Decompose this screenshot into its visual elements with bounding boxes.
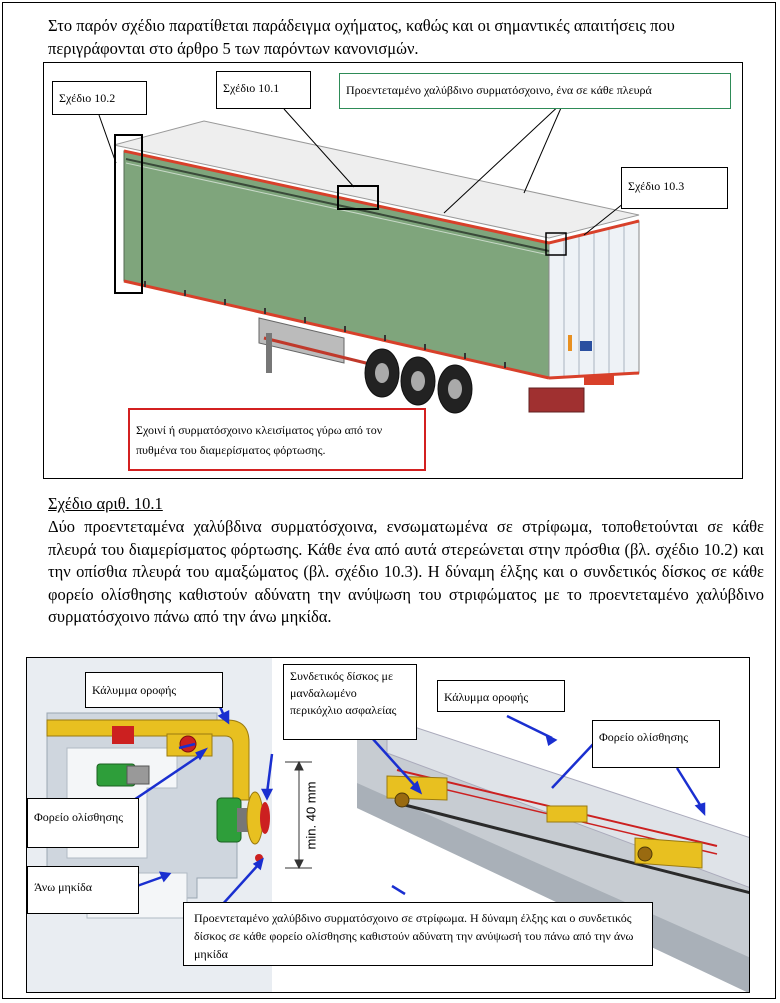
label-drawing-10-2: Σχέδιο 10.2 xyxy=(52,81,147,115)
section-body: Δύο προεντεταμένα χαλύβδινα συρματόσχοινα, ενσωματωμένα σε στρίφωμα, τοποθετούνται σε κάθε πλευρά του διαμερίσματος φόρτωσης. Κάθε ένα από αυτά στερεώνεται στην πρόσθια (βλ. σχέδιο 10.2) και την οπίσθια πλευρά του αμαξώματος (βλ. σχέδιο 10.3). Η δύναμη έλξης και ο συνδετικός δίσκος σε κάθε φορείο ολίσθησης καθιστούν αδύνατη την ανύψωση του στριφώματος με το προεντεταμένο χαλύβδινο συρματόσχοινο πάνω από την άνω μηκίδα. xyxy=(48,517,764,626)
label-slider-left: Φορείο ολίσθησης xyxy=(27,798,139,848)
red-clip xyxy=(112,726,134,744)
rear-light xyxy=(568,335,572,351)
label-drawing-10-1: Σχέδιο 10.1 xyxy=(216,71,311,109)
figure-trailer xyxy=(43,62,743,479)
figure-slider-detail xyxy=(26,657,750,993)
label-cable-caption: Προεντεταμένο χαλύβδινο συρματόσχοινο σε στρίφωμα. Η δύναμη έλξης και ο συνδετικός δίσκος σε κάθε φορείο ολίσθησης καθιστούν αδύνατη την ανύψωσή του πάνω από την άνω μηκίδα xyxy=(183,902,653,966)
mud-flap xyxy=(529,388,584,412)
center-plate xyxy=(547,806,587,822)
label-min-40mm: min. 40 mm xyxy=(303,781,319,850)
label-drawing-10-3: Σχέδιο 10.3 xyxy=(621,167,728,209)
label-roof-cover-left: Κάλυμμα οροφής xyxy=(85,672,223,708)
intro-text: Στο παρόν σχέδιο παρατίθεται παράδειγμα οχήματος, καθώς και οι σημαντικές απαιτήσεις που περιγράφονται στο άρθρο 5 των παρόντων κανονισμών. xyxy=(48,16,675,58)
section-title: Σχέδιο αριθ. 10.1 xyxy=(48,494,163,513)
label-tensioned-cable: Προεντεταμένο χαλύβδινο συρματόσχοινο, ένα σε κάθε πλευρά xyxy=(339,73,731,109)
label-slider-right: Φορείο ολίσθησης xyxy=(592,720,720,768)
label-roof-cover-right: Κάλυμμα οροφής xyxy=(437,680,565,712)
label-upper-rail: Άνω μηκίδα xyxy=(27,866,139,914)
landing-gear xyxy=(266,333,272,373)
label-closing-rope: Σχοινί ή συρματόσχοινο κλεισίματος γύρω από τον πυθμένα του διαμερίσματος φόρτωσης. xyxy=(128,408,426,471)
rear-plate xyxy=(580,341,592,351)
label-coupling-disc: Συνδετικός δίσκος με μανδαλωμένο περικόχλιο ασφαλείας xyxy=(283,664,417,740)
